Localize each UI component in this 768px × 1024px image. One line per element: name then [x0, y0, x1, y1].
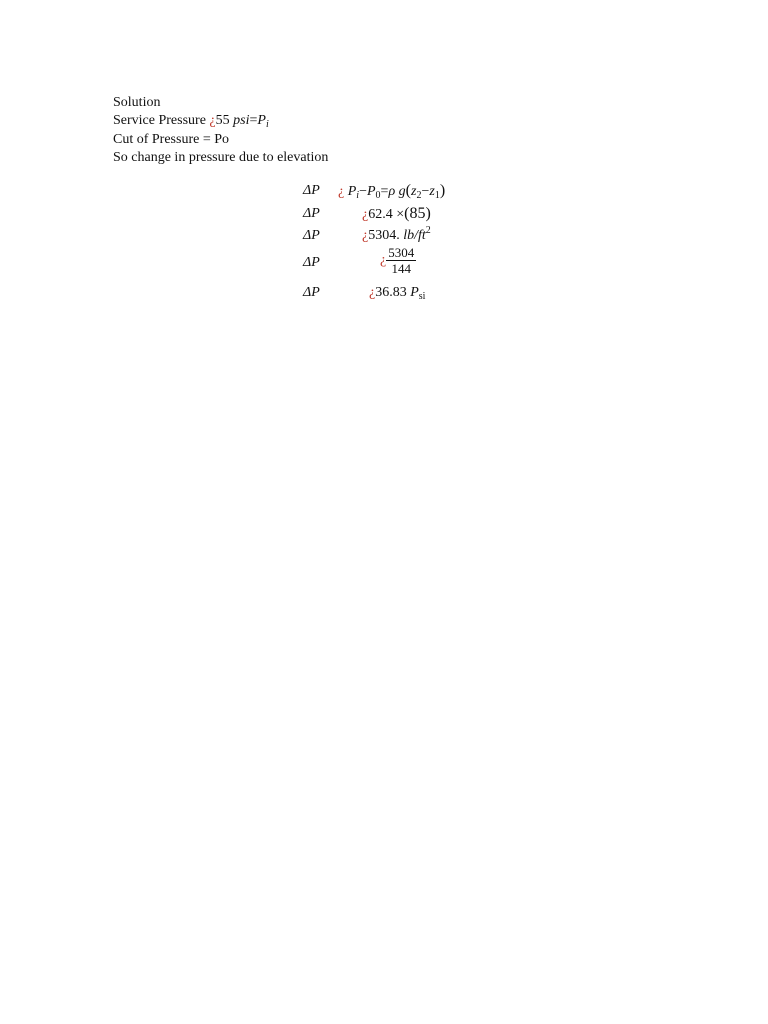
eq2-arg: (85) — [404, 205, 431, 222]
eq2-value: 62.4 — [368, 207, 393, 222]
eq1-equals: = — [380, 184, 389, 199]
eq1-sub-2: 2 — [416, 190, 422, 201]
fraction-numerator: 5304 — [388, 245, 415, 260]
eq1-sub-1: 1 — [434, 190, 440, 201]
eq3-dot: . — [396, 228, 400, 243]
eq1-z1: z — [429, 184, 435, 199]
eq2-times: × — [396, 207, 405, 222]
unknown-glyph: ¿ — [369, 285, 376, 300]
delta-p-label-3: ΔP — [303, 228, 320, 243]
eq1-lparen: ( — [405, 182, 411, 199]
eq5-p: P — [410, 285, 419, 300]
eq1-p: P — [347, 184, 357, 199]
equation-4 — [380, 245, 416, 276]
eq1-rho-g: ρ g — [388, 184, 406, 199]
fraction — [386, 245, 416, 276]
solution-heading: Solution — [113, 95, 161, 110]
elevation-change-line: So change in pressure due to elevation — [113, 150, 329, 165]
service-pressure-value: 55 — [215, 113, 230, 128]
pressure-subscript: i — [265, 119, 269, 130]
eq3-exponent: 2 — [425, 225, 431, 236]
equals-sign: = — [249, 113, 258, 128]
delta-p-label-5: ΔP — [303, 285, 320, 300]
eq1-sub-0: 0 — [375, 190, 381, 201]
eq1-z2: z — [411, 184, 417, 199]
pressure-variable: P — [257, 113, 266, 128]
service-pressure-label: Service Pressure — [113, 113, 206, 128]
equation-2 — [362, 205, 431, 224]
eq3-value: 5304 — [368, 228, 397, 243]
unknown-glyph: ¿ — [362, 207, 369, 222]
eq1-minus: − — [359, 184, 367, 199]
eq5-value: 36.83 — [375, 285, 407, 300]
unknown-glyph: ¿ — [380, 252, 387, 268]
eq1-rparen: ) — [439, 182, 446, 199]
eq1-p0: P — [366, 184, 376, 199]
unknown-glyph: ¿ — [362, 228, 369, 243]
eq1-minus2: − — [421, 184, 430, 199]
service-pressure-unit: psi — [233, 113, 250, 128]
equation-1 — [338, 182, 445, 201]
service-pressure-line — [113, 112, 269, 130]
cutoff-pressure-line: Cut of Pressure = Po — [113, 132, 230, 147]
fraction-denominator: 144 — [391, 261, 411, 276]
delta-p-label-4: ΔP — [303, 255, 320, 270]
delta-p-label-2: ΔP — [303, 206, 320, 221]
equation-3 — [362, 227, 431, 245]
delta-p-label-1: ΔP — [303, 183, 320, 198]
unknown-glyph: ¿ — [338, 184, 345, 199]
equation-5 — [369, 284, 425, 302]
eq1-sub-i: i — [356, 190, 360, 201]
unknown-glyph: ¿ — [209, 113, 216, 128]
eq3-unit: lb/ft — [403, 228, 426, 243]
eq5-subscript: si — [418, 291, 426, 302]
